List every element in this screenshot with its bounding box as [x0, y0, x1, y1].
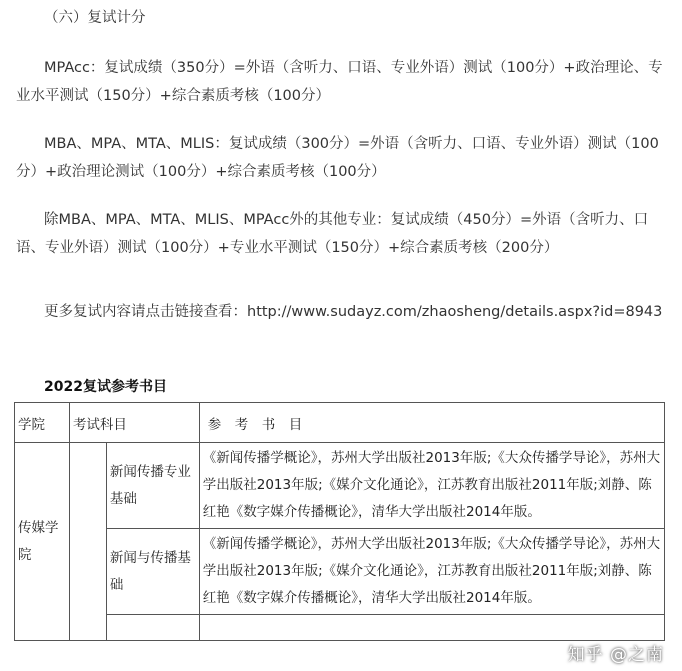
mba-score-paragraph [16, 130, 668, 186]
mpacc-score-text: MPAcc：复试成绩（350分）=外语（含听力、口语、专业外语）测试（100分）+政治理论、专业水平测试（150分）+综合素质考核（100分） [16, 60, 663, 104]
other-score-paragraph [16, 206, 668, 262]
blank-subject-column [69, 443, 106, 641]
header-college: 学院 [15, 403, 70, 443]
table-row [15, 443, 665, 529]
header-books: 参 考 书 目 [199, 403, 664, 443]
books-cell: 《新闻传播学概论》，苏州大学出版社2013年版;《大众传播学导论》，苏州大学出版社2013年版;《媒介文化通论》，江苏教育出版社2011年版;刘静、陈红艳《数字媒介传播概论》，清华大学出版社2014年版。 [199, 443, 664, 529]
table-header-row [15, 403, 665, 443]
section-heading: （六）复试计分 [44, 10, 146, 26]
table-row [15, 529, 665, 615]
more-info-link-line[interactable]: 更多复试内容请点击链接查看：http://www.sudayz.com/zhaosheng/details.aspx?id=8943 [44, 304, 663, 320]
college-cell: 传媒学院 [15, 443, 70, 641]
subject-cell: 新闻与传播基础 [106, 529, 199, 615]
header-subject: 考试科目 [69, 403, 199, 443]
empty-books-cell [199, 615, 664, 641]
zhihu-watermark: 知乎 @之南 [567, 645, 664, 665]
empty-subject-cell [106, 615, 199, 641]
books-cell: 《新闻传播学概论》，苏州大学出版社2013年版;《大众传播学导论》，苏州大学出版社2013年版;《媒介文化通论》，江苏教育出版社2011年版;刘静、陈红艳《数字媒介传播概论》，清华大学出版社2014年版。 [199, 529, 664, 615]
other-score-text: 除MBA、MPA、MTA、MLIS、MPAcc外的其他专业：复试成绩（450分）=外语（含听力、口语、专业外语）测试（100分）+专业水平测试（150分）+综合素质考核（200分） [16, 212, 649, 256]
empty-table-row [15, 615, 665, 641]
table-title: 2022复试参考书目 [44, 379, 167, 395]
reference-books-table [14, 402, 665, 641]
mpacc-score-paragraph [16, 54, 668, 110]
subject-cell: 新闻传播专业基础 [106, 443, 199, 529]
mba-score-text: MBA、MPA、MTA、MLIS：复试成绩（300分）=外语（含听力、口语、专业外语）测试（100分）+政治理论测试（100分）+综合素质考核（100分） [16, 136, 659, 180]
